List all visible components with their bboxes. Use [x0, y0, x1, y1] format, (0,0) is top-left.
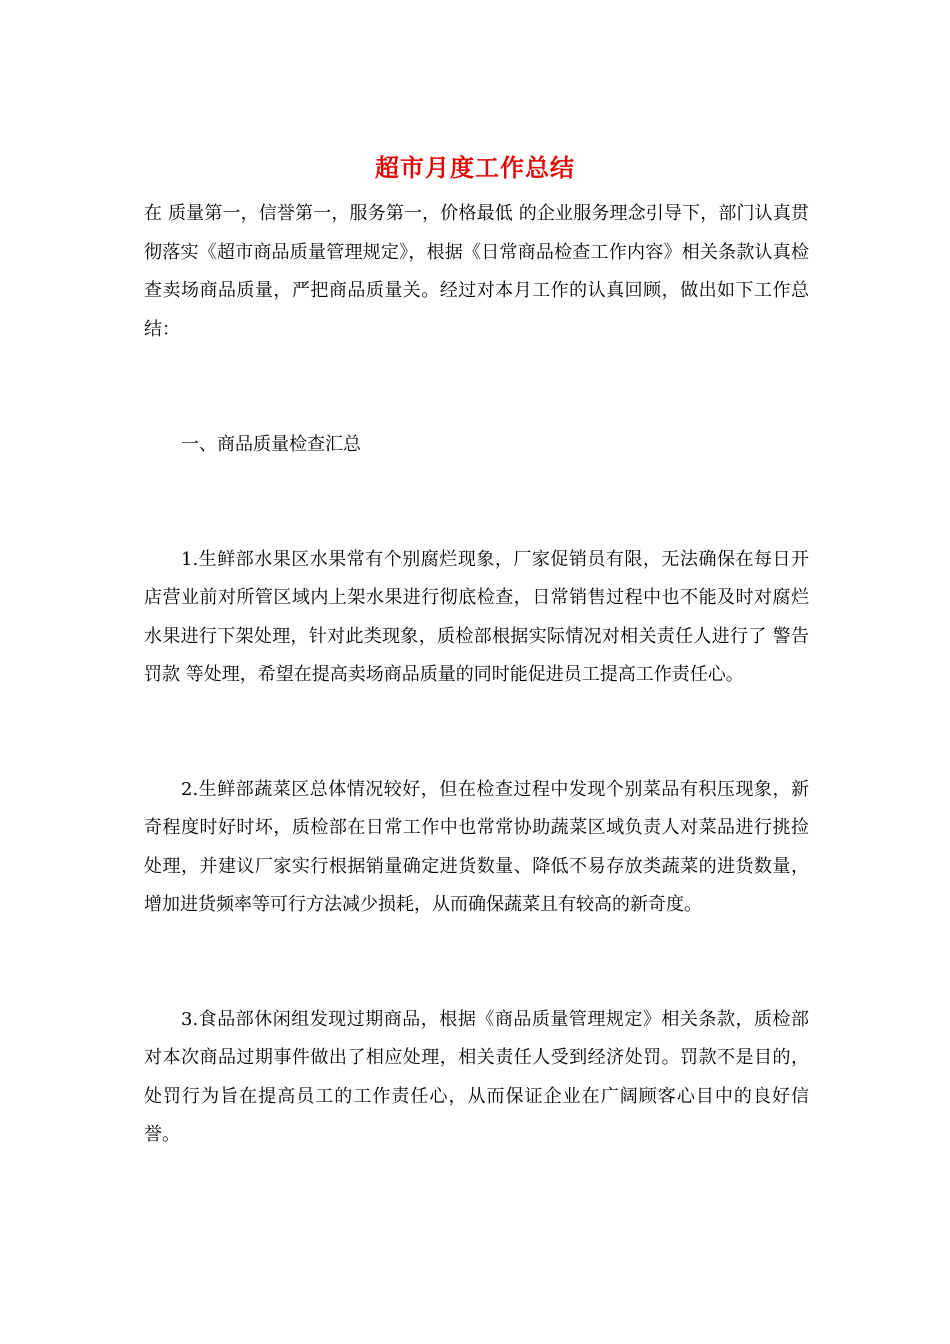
document-body	[144, 195, 809, 1155]
item-paragraph-3: 3.食品部休闲组发现过期商品，根据《商品质量管理规定》相关条款，质检部对本次商品过期事件做出了相应处理，相关责任人受到经济处罚。罚款不是目的，处罚行为旨在提高员工的工作责任心，从而保证企业在广阔顾客心目中的良好信誉。	[144, 1008, 809, 1145]
section-heading: 一、商品质量检查汇总	[181, 434, 361, 455]
spacer	[144, 349, 809, 426]
spacer	[144, 925, 809, 1001]
spacer	[144, 465, 809, 541]
item-paragraph-2: 2.生鲜部蔬菜区总体情况较好，但在检查过程中发现个别菜品有积压现象，新奇程度时好时坏，质检部在日常工作中也常常协助蔬菜区域负责人对菜品进行挑捡处理，并建议厂家实行根据销量确定进货数量、降低不易存放类蔬菜的进货数量，增加进货频率等可行方法减少损耗，从而确保蔬菜且有较高的新奇度。	[144, 778, 809, 915]
item-paragraph-1: 1.生鲜部水果区水果常有个别腐烂现象，厂家促销员有限，无法确保在每日开店营业前对所管区域内上架水果进行彻底检查，日常销售过程中也不能及时对腐烂水果进行下架处理，针对此类现象，质检部根据实际情况对相关责任人进行了 警告 罚款 等处理，希望在提高卖场商品质量的同时能促进员工提高工作责任心。	[144, 548, 809, 685]
document-title: 超市月度工作总结	[375, 153, 575, 182]
intro-paragraph: 在 质量第一，信誉第一，服务第一，价格最低 的企业服务理念引导下，部门认真贯彻落实《超市商品质量管理规定》，根据《日常商品检查工作内容》相关条款认真检查卖场商品质量，严把商品质量关。经过对本月工作的认真回顾，做出如下工作总结：	[144, 203, 809, 340]
spacer	[144, 695, 809, 771]
